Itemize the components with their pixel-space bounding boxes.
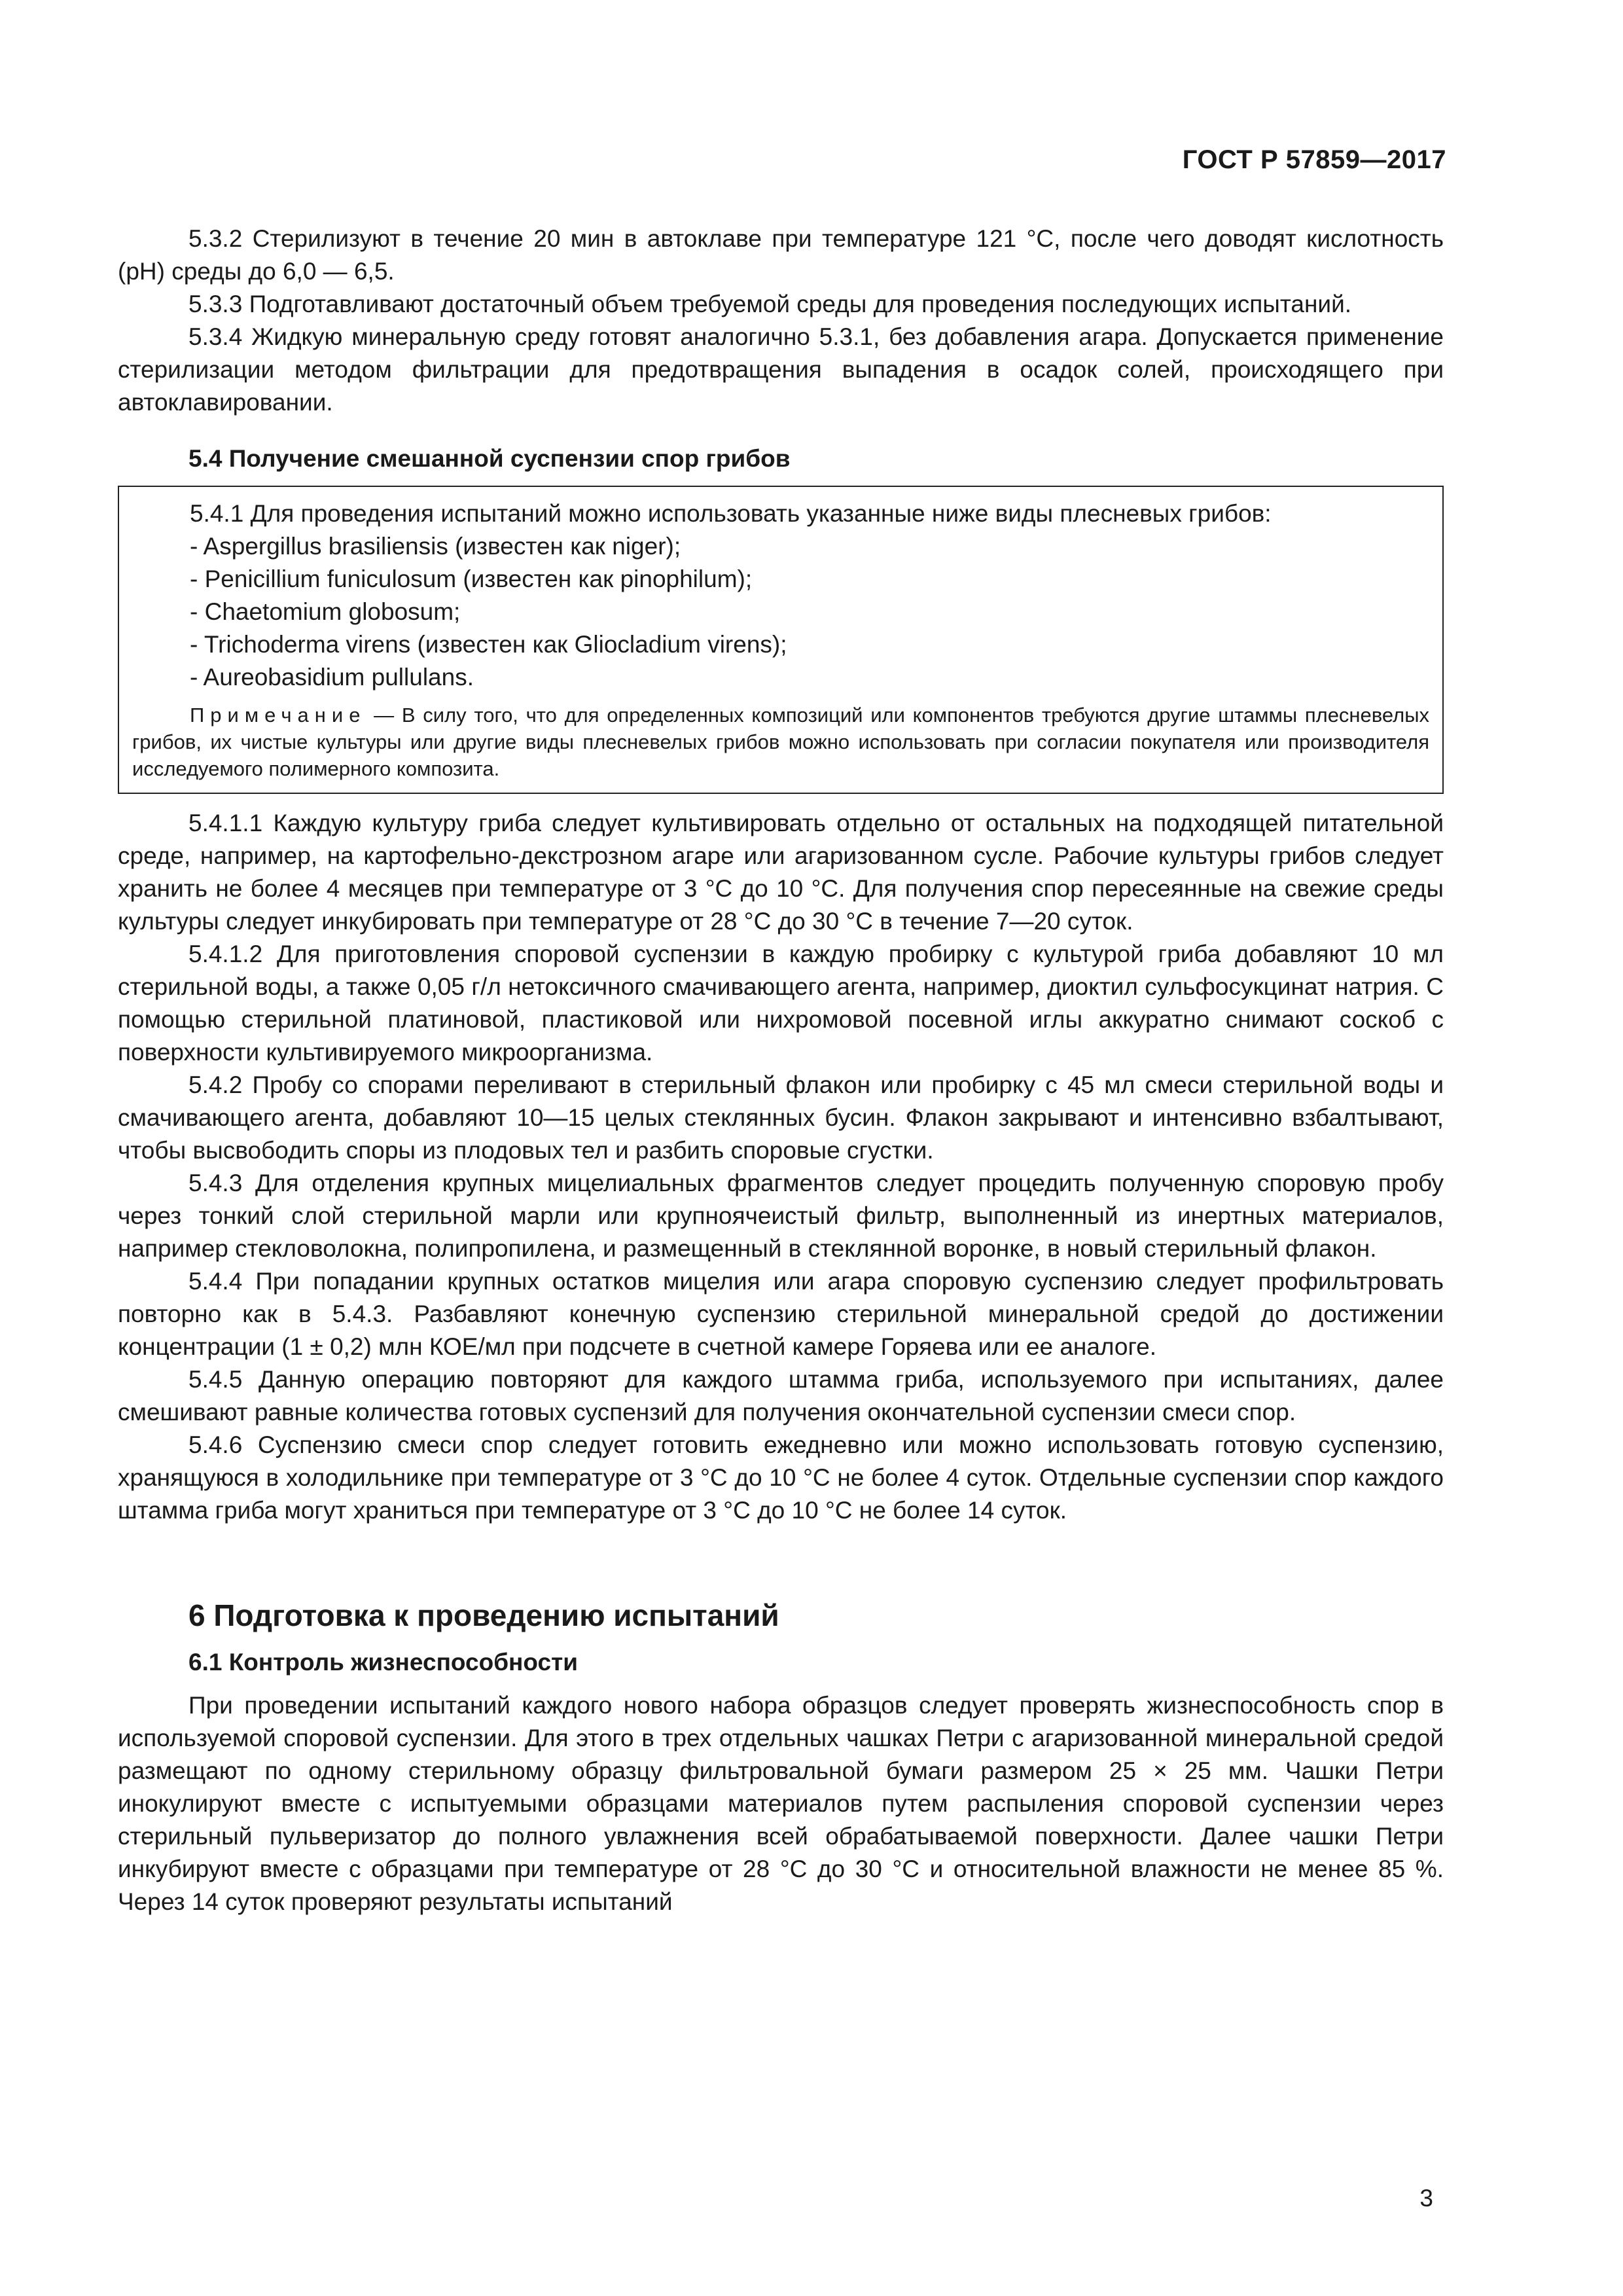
note-label: Примечание [190,704,366,726]
paragraph-5-4-1: 5.4.1 Для проведения испытаний можно использовать указанные ниже виды плесневых грибов: [190,500,1272,527]
document-header-id: ГОСТ Р 57859—2017 [1182,145,1446,174]
section-heading-5-4: 5.4 Получение смешанной суспензии спор грибов [188,445,791,472]
paragraph-5-3-2: 5.3.2 Стерилизуют в течение 20 мин в автоклаве при температуре 121 °С, после чего доводят кислотность (рН) среды до 6,0 — 6,5. [118,225,1444,285]
paragraph-5-4-4: 5.4.4 При попадании крупных остатков мицелия или агара споровую суспензию следует профильтровать повторно как в 5.4.3. Разбавляют конечную суспензию стерильной минеральной средой до достижении концентрации (1 ± 0,2) млн КОЕ/мл при подсчете в счетной камере Горяева или ее аналоге. [118,1268,1444,1360]
species-item: - Chaetomium globosum; [190,598,461,625]
document-body [118,223,1444,1918]
paragraph-5-4-5: 5.4.5 Данную операцию повторяют для каждого штамма гриба, используемого при испытаниях, далее смешивают равные количества готовых суспензий для получения окончательной суспензии смеси спор. [118,1366,1444,1426]
note-text: — В силу того, что для определенных композиций или компонентов требуются другие штаммы плесневелых грибов, их чистые культуры или другие виды плесневелых грибов можно использовать при согласии покупателя или производителя исследуемого полимерного композита. [132,704,1429,780]
paragraph-5-4-1-1: 5.4.1.1 Каждую культуру гриба следует культивировать отдельно от остальных на подходящей питательной среде, например, на картофельно-декстрозном агаре или агаризованном сусле. Рабочие культуры грибов следует хранить не более 4 месяцев при температуре от 3 °С до 10 °С. Для получения спор пересеянные на свежие среды культуры следует инкубировать при температуре от 28 °С до 30 °С в течение 7—20 суток. [118,810,1444,935]
note [132,702,1429,782]
species-item: - Trichoderma virens (известен как Gliocladium virens); [190,631,787,658]
species-item: - Penicillium funiculosum (известен как pinophilum); [190,565,753,592]
section-heading-6: 6 Подготовка к проведению испытаний [188,1598,779,1632]
paragraph-6-1: При проведении испытаний каждого нового набора образцов следует проверять жизнеспособность спор в используемой споровой суспензии. Для этого в трех отдельных чашках Петри с агаризованной минеральной средой размещают по одному стерильному образцу фильтровальной бумаги размером 25 × 25 мм. Чашки Петри инокулируют вместе с испытуемыми образцами материалов путем распыления споровой суспензии через стерильный пульверизатор до полного увлажнения всей обрабатываемой поверхности. Далее чашки Петри инкубируют вместе с образцами при температуре от 28 °С до 30 °С и относительной влажности не менее 85 %. Через 14 суток проверяют результаты испытаний [118,1692,1444,1915]
species-item: - Aureobasidium pullulans. [190,664,474,691]
paragraph-5-4-6: 5.4.6 Суспензию смеси спор следует готовить ежедневно или можно использовать готовую суспензию, хранящуюся в холодильнике при температуре от 3 °С до 10 °С не более 4 суток. Отдельные суспензии спор каждого штамма гриба могут храниться при температуре от 3 °С до 10 °С не более 14 суток. [118,1431,1444,1524]
section-heading-6-1: 6.1 Контроль жизнеспособности [188,1649,578,1676]
species-box [118,486,1444,794]
page-number: 3 [1419,2185,1433,2212]
paragraph-5-4-2: 5.4.2 Пробу со спорами переливают в стерильный флакон или пробирку с 45 мл смеси стерильной воды и смачивающего агента, добавляют 10—15 целых стеклянных бусин. Флакон закрывают и интенсивно взбалтывают, чтобы высвободить споры из плодовых тел и разбить споровые сгустки. [118,1071,1444,1164]
paragraph-5-4-1-2: 5.4.1.2 Для приготовления споровой суспензии в каждую пробирку с культурой гриба добавляют 10 мл стерильной воды, а также 0,05 г/л нетоксичного смачивающего агента, например, диоктил сульфосукцинат натрия. С помощью стерильной платиновой, пластиковой или нихромовой посевной иглы аккуратно снимают соскоб с поверхности культивируемого микроорганизма. [118,941,1444,1066]
paragraph-5-3-4: 5.3.4 Жидкую минеральную среду готовят аналогично 5.3.1, без добавления агара. Допускается применение стерилизации методом фильтрации для предотвращения выпадения в осадок солей, происходящего при автоклавировании. [118,323,1444,416]
paragraph-5-3-3: 5.3.3 Подготавливают достаточный объем требуемой среды для проведения последующих испытаний. [188,291,1352,317]
paragraph-5-4-3: 5.4.3 Для отделения крупных мицелиальных фрагментов следует процедить полученную споровую пробу через тонкий слой стерильной марли или крупноячеистый фильтр, выполненный из инертных материалов, например стекловолокна, полипропилена, и размещенный в стеклянной воронке, в новый стерильный флакон. [118,1170,1444,1262]
species-item: - Aspergillus brasiliensis (известен как niger); [190,533,681,560]
